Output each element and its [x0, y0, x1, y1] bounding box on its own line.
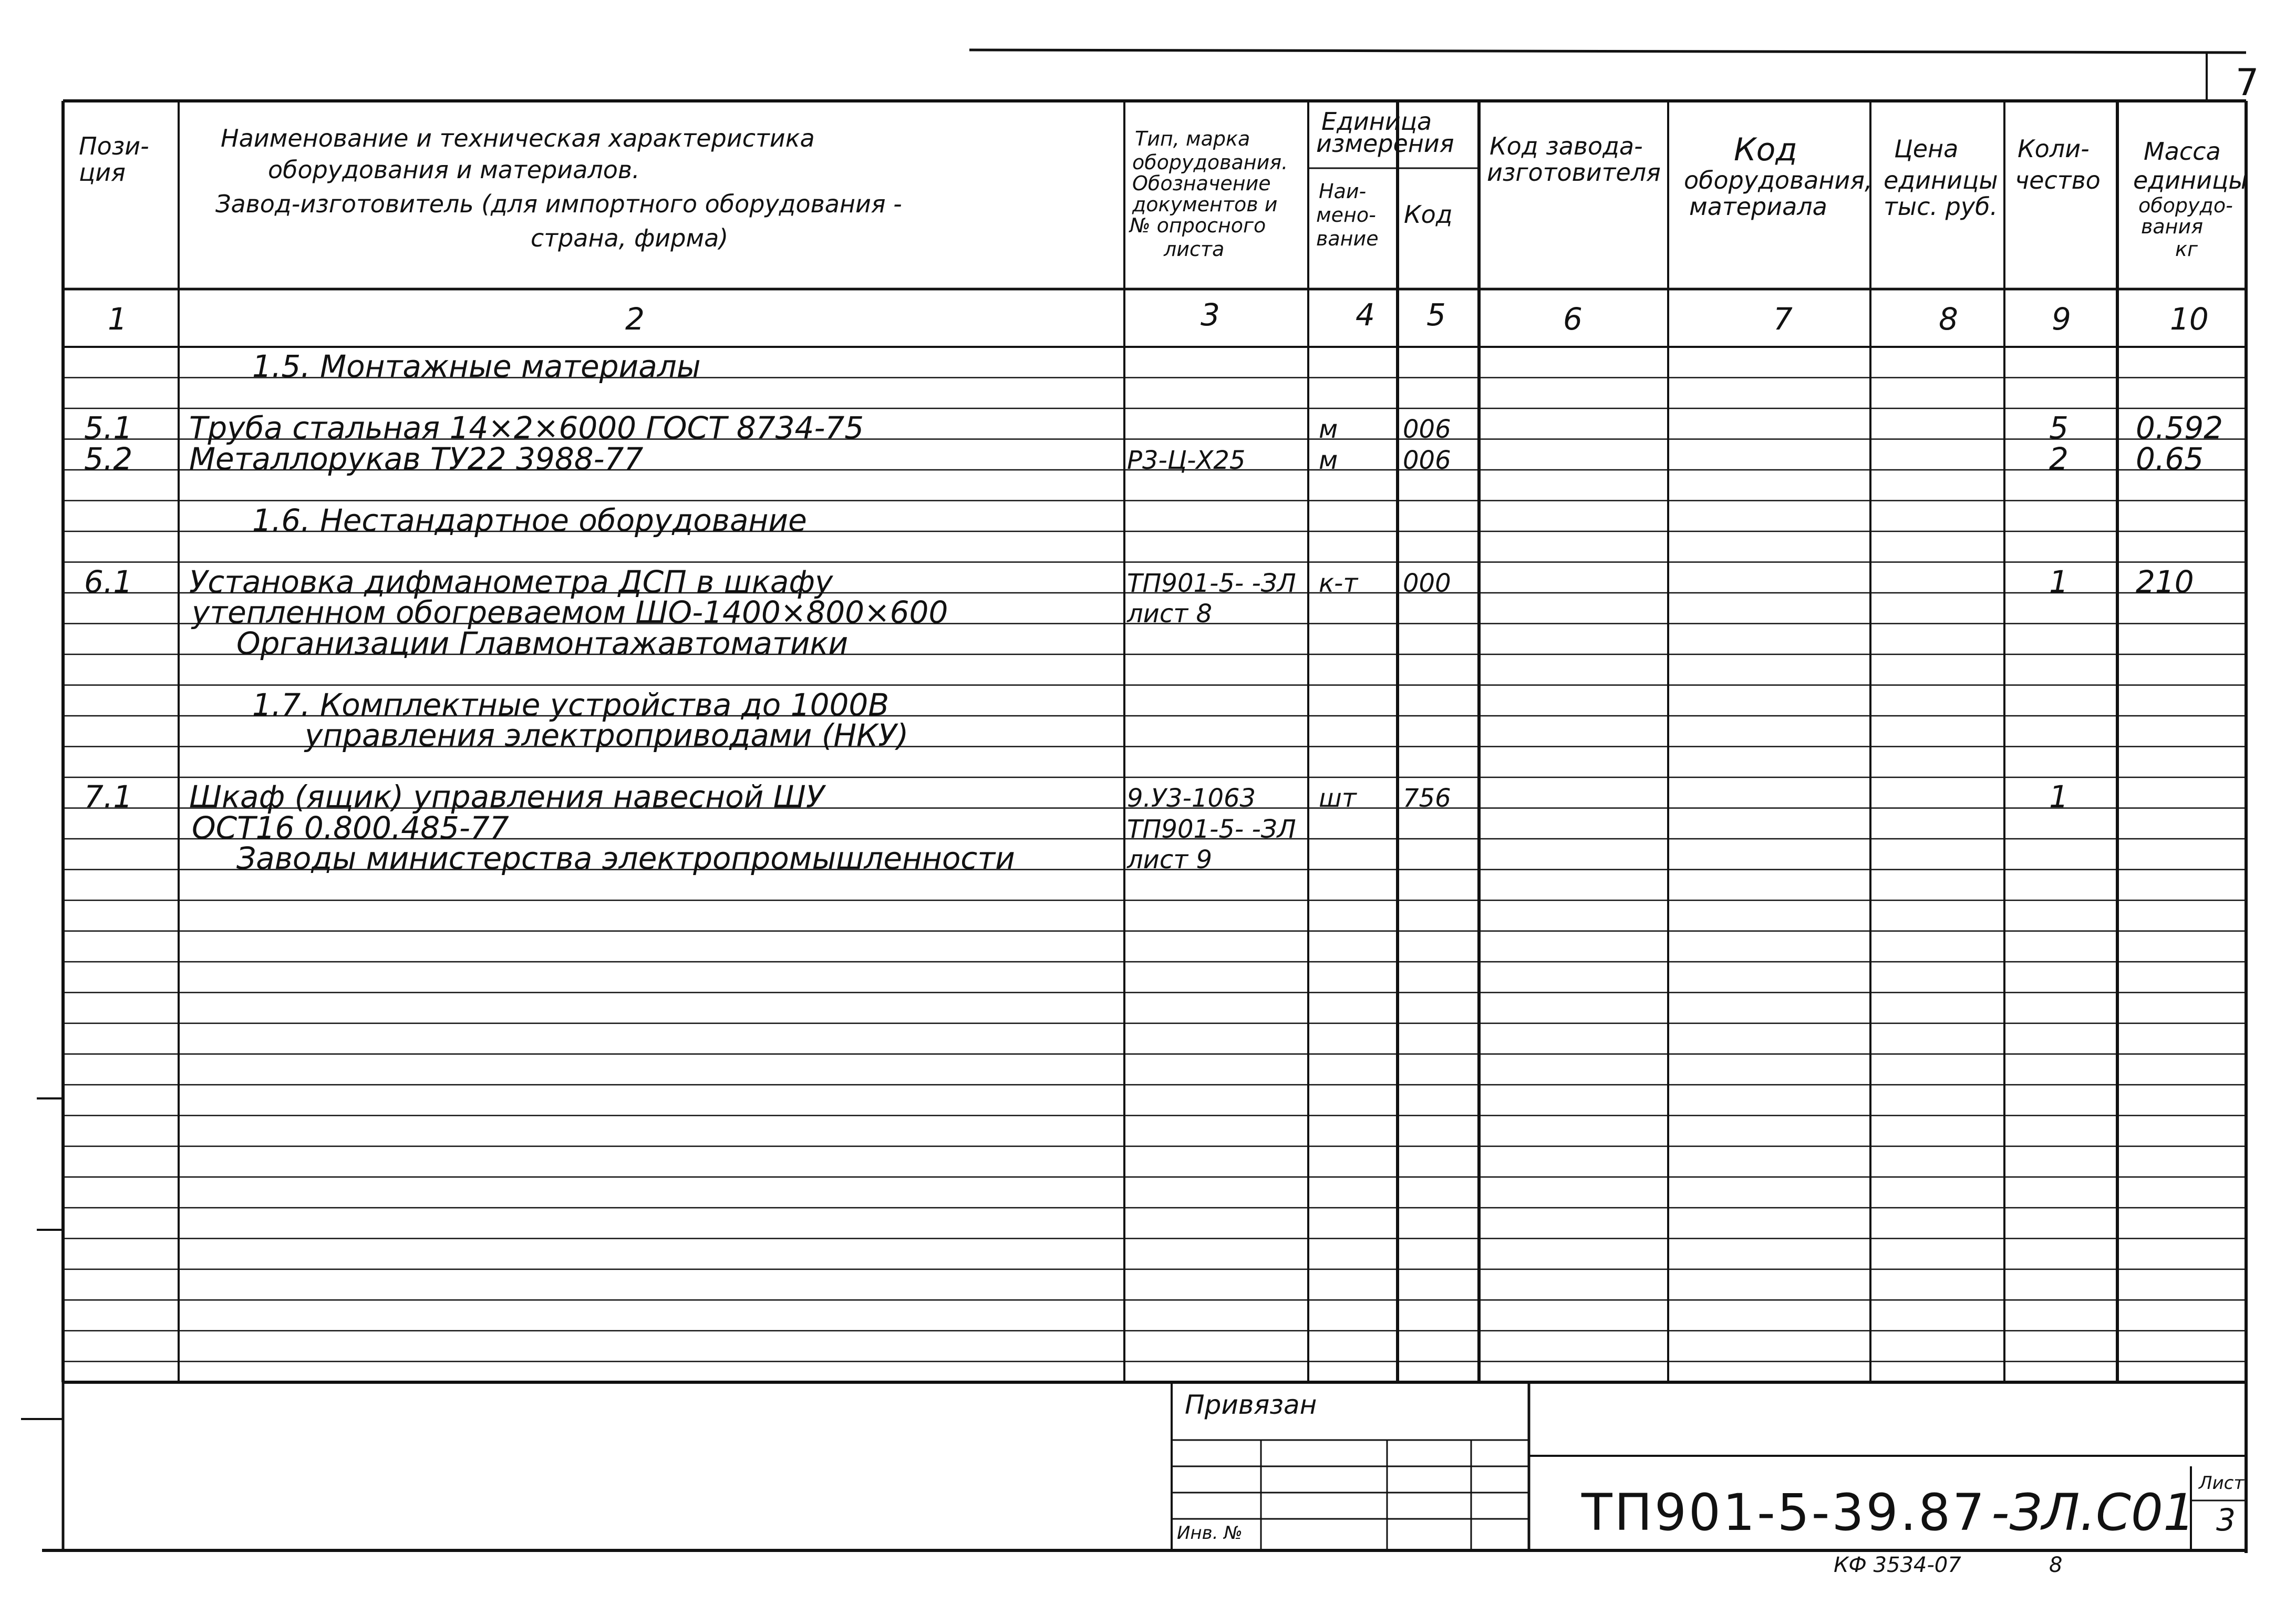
row-name: Металлорукав ТУ22 3988-77: [189, 440, 644, 477]
header-position-line: ция: [79, 158, 126, 187]
stamp-inv-label: Инв. №: [1177, 1523, 1243, 1544]
stamp-sheet-label: Лист: [2199, 1473, 2245, 1494]
header-type-line: Обозначение: [1132, 172, 1271, 195]
header-equipment-code-line: материала: [1689, 192, 1827, 221]
row-type: лист 9: [1127, 845, 1213, 875]
header-price-line: единицы: [1884, 166, 1998, 194]
header-type-line: оборудования.: [1132, 151, 1288, 174]
row-name: управления электроприводами (НКУ): [305, 717, 909, 753]
header-quantity-line: чество: [2015, 166, 2101, 194]
footer-num: 8: [2049, 1553, 2063, 1577]
row-type: 9.У3-1063: [1127, 784, 1256, 813]
header-name-line: оборудования и материалов.: [268, 156, 640, 184]
row-name: Заводы министерства электропромышленности: [236, 840, 1015, 876]
header-mass-line: кг: [2175, 238, 2198, 261]
column-number: 5: [1426, 297, 1446, 333]
row-position: 5.1: [84, 410, 133, 446]
row-type: лист 8: [1127, 599, 1213, 629]
header-equipment-code-line: оборудования,: [1684, 166, 1873, 194]
column-number: 1: [108, 301, 127, 337]
column-number: 4: [1356, 297, 1375, 333]
header-unit-code: Код: [1404, 200, 1453, 229]
stamp-designation: ТП901-5-39.87: [1581, 1483, 1987, 1542]
header-equipment-code-line: Код: [1734, 131, 1797, 168]
header-name-line: Завод-изготовитель (для импортного оборудования -: [215, 190, 902, 218]
stamp-sheet-value: 3: [2216, 1502, 2236, 1538]
row-type: ТП901-5- -ЗЛ: [1127, 814, 1296, 844]
row-quantity: 2: [2049, 440, 2069, 477]
header-unit-name-line: мено-: [1316, 203, 1376, 227]
header-factory-code-line: изготовителя: [1487, 158, 1661, 187]
column-number: 3: [1201, 297, 1220, 333]
row-type: ТП901-5- -ЗЛ: [1127, 568, 1296, 598]
row-position: 7.1: [84, 779, 133, 815]
row-name: 1.5. Монтажные материалы: [252, 348, 701, 384]
row-position: 6.1: [84, 563, 133, 600]
header-factory-code-line: Код завода-: [1490, 132, 1643, 160]
header-mass-line: Масса: [2144, 137, 2221, 166]
column-number: 7: [1773, 301, 1793, 337]
header-mass-line: оборудо-: [2138, 194, 2233, 217]
row-quantity: 5: [2049, 410, 2069, 446]
row-type: Р3-Ц-Х25: [1127, 445, 1246, 475]
footer-code: КФ 3534-07: [1834, 1553, 1961, 1577]
row-mass: 0.592: [2136, 410, 2223, 446]
header-type-line: № опросного: [1130, 214, 1266, 237]
header-price-line: тыс. руб.: [1884, 192, 1998, 221]
stamp-bound-label: Привязан: [1185, 1390, 1317, 1420]
row-name: 1.6. Нестандартное оборудование: [252, 502, 807, 538]
header-type-line: листа: [1164, 238, 1225, 261]
row-code: 006: [1403, 445, 1451, 475]
header-name-line: Наименование и техническая характеристика: [221, 124, 815, 152]
row-name: Шкаф (ящик) управления навесной ШУ: [189, 779, 825, 815]
row-code: 000: [1403, 568, 1451, 598]
row-code: 006: [1403, 415, 1451, 444]
row-unit: к-т: [1319, 568, 1358, 598]
row-name: 1.7. Комплектные устройства до 1000В: [252, 686, 890, 723]
header-unit-name-line: вание: [1316, 227, 1379, 250]
header-price-line: Цена: [1894, 135, 1959, 163]
header-quantity-line: Коли-: [2018, 135, 2090, 163]
row-unit: м: [1319, 415, 1338, 444]
header-name-line: страна, фирма): [531, 224, 729, 252]
row-name: утепленном обогреваемом ШО-1400×800×600: [192, 594, 948, 630]
header-unit-group-line: Единица: [1321, 107, 1432, 136]
row-name: Установка дифманометра ДСП в шкафу: [189, 563, 833, 600]
header-unit-group-line: измерения: [1316, 129, 1454, 158]
row-name: Организации Главмонтажавтоматики: [236, 625, 849, 661]
row-quantity: 1: [2049, 563, 2069, 600]
row-position: 5.2: [84, 440, 133, 477]
row-quantity: 1: [2049, 779, 2069, 815]
row-name: ОСТ16 0.800.485-77: [192, 809, 509, 846]
header-position-line: Пози-: [79, 132, 149, 160]
stamp-designation-suffix: -ЗЛ.С01: [1991, 1483, 2196, 1542]
top-rule: [969, 50, 2246, 53]
header-type-line: Тип, марка: [1135, 127, 1250, 150]
row-code: 756: [1403, 784, 1451, 813]
column-number: 9: [2052, 301, 2071, 337]
column-number: 2: [625, 301, 645, 337]
row-name: Труба стальная 14×2×6000 ГОСТ 8734-75: [189, 410, 864, 446]
header-mass-line: вания: [2141, 215, 2204, 238]
row-unit: шт: [1319, 784, 1357, 813]
column-number: 8: [1939, 301, 1958, 337]
row-mass: 0.65: [2136, 440, 2204, 477]
row-unit: м: [1319, 445, 1338, 475]
sheet-number: 7: [2236, 61, 2259, 104]
header-unit-name-line: Наи-: [1319, 180, 1367, 203]
column-number: 10: [2170, 301, 2209, 337]
header-mass-line: единицы: [2133, 166, 2248, 194]
column-number: 6: [1563, 301, 1583, 337]
header-type-line: документов и: [1132, 193, 1278, 216]
row-mass: 210: [2136, 563, 2194, 600]
